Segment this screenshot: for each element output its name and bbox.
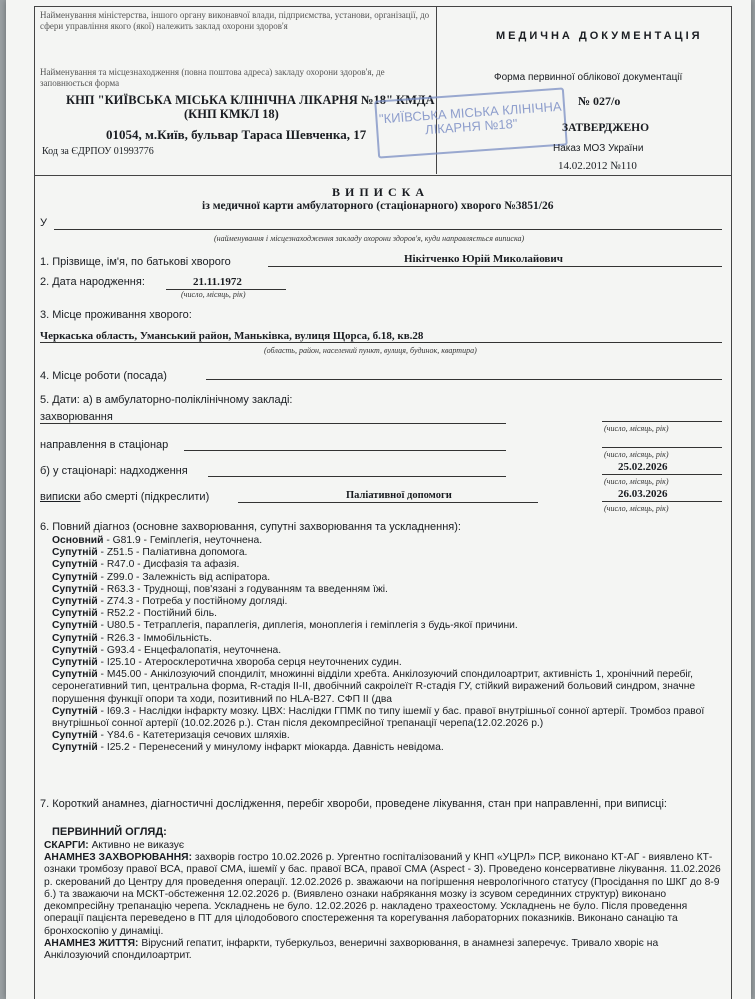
diagnosis-kind: Супутній <box>52 608 98 620</box>
diagnosis-item <box>52 608 717 620</box>
life-history-label: АНАМНЕЗ ЖИТТЯ: <box>44 938 139 949</box>
admit-line-a <box>208 476 506 477</box>
diagnosis-kind: Супутній <box>52 705 98 717</box>
ministry-note: Найменування міністерства, іншого органу виконавчої влади, підприємства, установи, організації, до сфери управління якого (якої) належить заклад охорони здоров'я <box>40 10 430 31</box>
sick-line-b <box>602 421 722 422</box>
diagnosis-item <box>52 706 717 730</box>
diagnosis-text: - R47.0 - Дисфазія та афазія. <box>97 559 240 571</box>
field-residence-value: Черкаська область, Уманський район, Маньківка, вулиця Щорса, б.18, кв.28 <box>40 330 424 342</box>
field-residence-label: 3. Місце проживання хворого: <box>40 309 192 321</box>
life-history-paragraph <box>44 938 724 963</box>
field-sick-label: захворювання <box>40 411 113 423</box>
form-number: № 027/о <box>578 94 621 108</box>
diagnosis-text: - Z99.0 - Залежність від аспіратора. <box>97 571 271 583</box>
sick-line-a <box>40 423 506 424</box>
admit-caption: (число, місяць, рік) <box>604 477 669 486</box>
field-work-label: 4. Місце роботи (посада) <box>40 370 167 382</box>
document-title: ВИПИСКА <box>332 185 430 199</box>
field-name-value: Нікітченко Юрій Миколайович <box>404 253 563 265</box>
field-birth-value: 21.11.1972 <box>193 276 242 288</box>
diagnosis-item <box>52 657 717 669</box>
diagnosis-item <box>52 633 717 645</box>
diagnosis-text: - R26.3 - Іммобільність. <box>97 632 212 644</box>
diagnosis-kind: Супутній <box>52 730 98 742</box>
diagnosis-kind: Основний <box>52 535 104 546</box>
diagnosis-item <box>52 572 717 584</box>
field-admit-value: 25.02.2026 <box>618 461 668 473</box>
disease-history-text: захворів гостро 10.02.2026 р. Ургентно госпіталізований у КНП «УЦРЛ» ПСР, виконано КТ-АГ - виявлено КТ-ознаки тромбозу правої ВСА, правої СМА, ішемії у бас. правої ВСА, правої СМА (Aspect - 3). Проведено консервативне лікування. 11.02.2026 р. скерований до Центру для проведення операції. 12.02.2026 р. зважаючи на погіршення неврологічного статусу (Просідання по ШКГ до 8-9 б.) та зважаючи на МСКТ-обстеження 12.02.2026 р. (Виявлено ознаки набрякання мозку із зсувом серединних структур) виконано декомпресійну трепанацію черепа. Ускладнень не було. 12.02.2026 р. накладено трахеостому. Ускладнень не було. Після проведення операції пацієнта переведено в ПТ для цілодобового спостереження та корегування лабораторних показників. Виконано санацію та бронхоскопію у динаміці. <box>44 852 721 937</box>
med-doc-title: МЕДИЧНА ДОКУМЕНТАЦІЯ <box>496 30 703 42</box>
hospital-address: 01054, м.Київ, бульвар Тараса Шевченка, 17 <box>106 127 367 142</box>
initial-exam-title: ПЕРВИННИЙ ОГЛЯД: <box>52 826 167 838</box>
birth-caption: (число, місяць, рік) <box>181 290 246 299</box>
diagnosis-text: - Z51.5 - Паліативна допомога. <box>97 547 248 559</box>
disease-history-label: АНАМНЕЗ ЗАХВОРЮВАННЯ: <box>44 852 192 863</box>
field-name-label: 1. Прізвище, ім'я, по батькові хворого <box>40 256 231 268</box>
diagnosis-kind: Супутній <box>52 742 98 754</box>
address-note: Найменування та місцезнаходження (повна поштова адреса) закладу охорони здоров'я, де заповнюється форма <box>40 67 385 88</box>
field-department-value: Паліативної допомоги <box>346 490 452 501</box>
discharge-rest: або смерті (підкреслити) <box>80 491 210 503</box>
complaints-paragraph <box>44 840 724 852</box>
field-referral-label: направлення в стаціонар <box>40 439 169 451</box>
dept-line <box>238 502 538 503</box>
diagnosis-label: 6. Повний діагноз (основне захворювання, супутні захворювання та ускладнення): <box>40 521 461 533</box>
field-birth-label: 2. Дата народження: <box>40 276 145 288</box>
diagnosis-item <box>52 535 717 547</box>
diagnosis-item <box>52 669 717 706</box>
life-history-text: Вірусний гепатит, інфаркти, туберкульоз, венеричні захворювання, в анамнезі заперечує. Тривало хворіє на Анкілозуючий спондилоартрит. <box>44 938 659 962</box>
diagnosis-kind: Супутній <box>52 657 98 669</box>
sick-caption: (число, місяць, рік) <box>604 424 669 433</box>
diagnosis-item <box>52 547 717 559</box>
complaints-text: Активно не виказує <box>88 840 185 851</box>
diagnosis-item <box>52 730 717 742</box>
diagnosis-text: - M45.00 - Анкілозуючий спондиліт, множинні відділи хребта. Анкілозуючий спондилоартрит, активність 1, хронічний перебіг, серонегативний тип, центральна форма, R-стадія II-II, двобічний сакроілеїт R-стадія ГУ, стійкий виражений больовий синдром, значне порушення функції опори та ходи, позитивний по HLA-B27. СФП II (два <box>52 669 696 705</box>
to-line <box>54 229 722 230</box>
diagnosis-kind: Супутній <box>52 547 98 559</box>
approved-label: ЗАТВЕРДЖЕНО <box>562 122 650 134</box>
discharge-line <box>602 501 722 502</box>
order-label: Наказ МОЗ України <box>553 143 644 154</box>
field-admit-label: б) у стаціонарі: надходження <box>40 465 188 477</box>
diagnosis-kind: Супутній <box>52 583 98 595</box>
discharge-document <box>6 0 751 999</box>
diagnosis-item <box>52 645 717 657</box>
field-dates-label: 5. Дати: а) в амбулаторно-поліклінічному закладі: <box>40 394 293 406</box>
diagnosis-list <box>52 535 717 755</box>
diagnosis-item <box>52 596 717 608</box>
admit-line-b <box>602 474 722 475</box>
complaints-label: СКАРГИ: <box>44 840 89 851</box>
name-line <box>268 266 722 267</box>
diagnosis-text: - Y84.6 - Катетеризація сечових шляхів. <box>97 730 290 742</box>
disease-history-paragraph <box>44 852 724 938</box>
diagnosis-kind: Супутній <box>52 571 98 583</box>
hospital-name: КНП "КИЇВСЬКА МІСЬКА КЛІНІЧНА ЛІКАРНЯ №18" КМДА <box>66 93 435 107</box>
diagnosis-text: - U80.5 - Тетраплегія, параплегія, диплегія, моноплегія і геміплегія з будь-якої причини. <box>97 620 518 632</box>
diagnosis-kind: Супутній <box>52 596 98 608</box>
diagnosis-text: - I25.10 - Атеросклеротична хвороба серця неуточнених судин. <box>97 657 402 669</box>
to-caption: (найменування і місцезнаходження закладу охорони здоров'я, куди направляється виписка) <box>214 234 525 243</box>
discharge-underlined: виписки <box>40 491 81 503</box>
field-discharge-label <box>40 491 209 503</box>
diagnosis-text: - R52.2 - Постійний біль. <box>97 608 217 620</box>
diagnosis-kind: Супутній <box>52 559 98 571</box>
diagnosis-kind: Супутній <box>52 644 98 656</box>
diagnosis-kind: Супутній <box>52 632 98 644</box>
work-line <box>206 379 722 380</box>
diagnosis-kind: Супутній <box>52 669 98 681</box>
residence-caption: (область, район, населений пункт, вулиця, будинок, квартира) <box>264 346 477 355</box>
to-label: У <box>40 217 47 229</box>
document-subtitle: із медичної карти амбулаторного (стаціонарного) хворого №3851/26 <box>202 200 554 212</box>
referral-caption: (число, місяць, рік) <box>604 450 669 459</box>
diagnosis-text: - R63.3 - Труднощі, пов'язані з годуванням та введенням їжі. <box>97 583 388 595</box>
diagnosis-item <box>52 584 717 596</box>
diagnosis-text: - I25.2 - Перенесений у минулому інфаркт міокарда. Давність невідома. <box>97 742 444 754</box>
referral-line-a <box>184 450 506 451</box>
diagnosis-text: - I69.3 - Наслідки інфаркту мозку. ЦВХ: Наслідки ГПМК по типу ішемії у бас. правої внутрішньої сонної артерії. Тромбоз правої внутрішньої сонної артерії (10.02.2026 р.). Стан після декомпресійної трепанації черепа(12.02.2026 р.) <box>52 705 705 730</box>
referral-line-b <box>602 447 722 448</box>
diagnosis-text: - G93.4 - Енцефалопатія, неуточнена. <box>97 644 282 656</box>
diagnosis-text: - Z74.3 - Потреба у постійному догляді. <box>97 596 288 608</box>
diagnosis-item <box>52 559 717 571</box>
diagnosis-kind: Супутній <box>52 620 98 632</box>
field-discharge-value: 26.03.2026 <box>618 488 668 500</box>
residence-line <box>40 342 722 343</box>
anamnesis-label: 7. Короткий анамнез, діагностичні дослідження, перебіг хвороби, проведене лікування, стан при направленні, при виписці: <box>40 798 667 810</box>
hospital-abbrev: (КНП КМКЛ 18) <box>184 107 279 121</box>
order-date: 14.02.2012 №110 <box>558 160 637 172</box>
diagnosis-item <box>52 620 717 632</box>
diagnosis-item <box>52 742 717 754</box>
hospital-stamp: "КИЇВСЬКА МІСЬКА КЛІНІЧНА ЛІКАРНЯ №18" <box>374 87 568 158</box>
edrpou-code: Код за ЄДРПОУ 01993776 <box>42 146 154 157</box>
discharge-caption: (число, місяць, рік) <box>604 504 669 513</box>
form-label: Форма первинної облікової документації <box>494 72 683 83</box>
diagnosis-text: - G81.9 - Геміплегія, неуточнена. <box>103 535 263 546</box>
